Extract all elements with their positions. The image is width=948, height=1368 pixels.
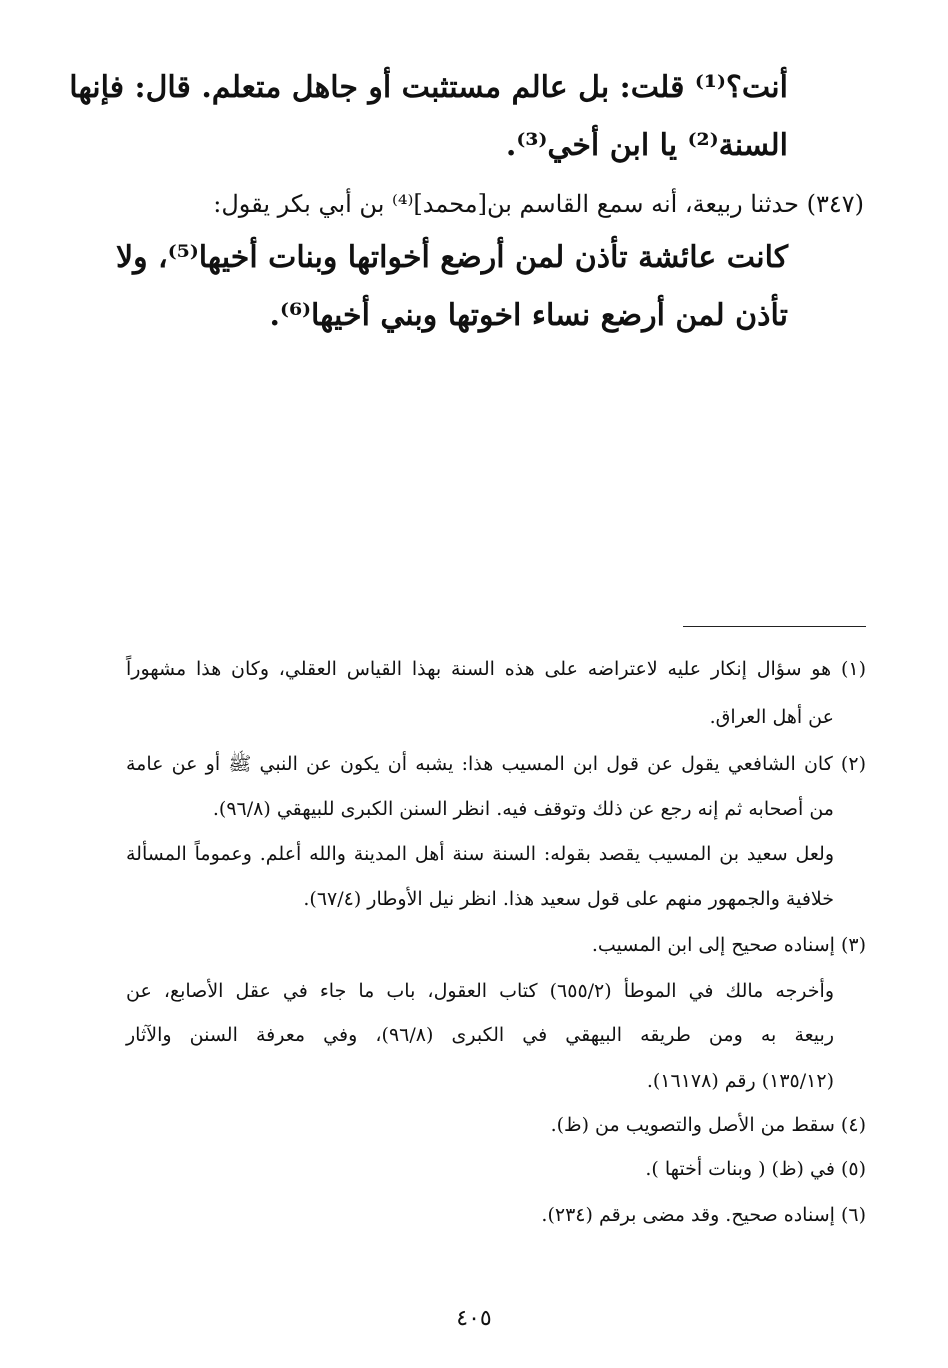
footnote-2-line-3: ولعل سعيد بن المسيب يقصد بقوله: السنة سنة أهل المدينة والله أعلم. وعموماً المسألة: [126, 843, 834, 865]
main-text-line-2: السنة⁽²⁾ يا ابن أخي⁽³⁾.: [505, 128, 788, 163]
footnote-3-line-2: وأخرجه مالك في الموطأ (٦٥٥/٢) كتاب العقول، باب ما جاء في عقل الأصابع، عن: [126, 980, 834, 1002]
footnote-5: (٥) في (ظ) ( وبنات أختها ).: [645, 1158, 866, 1180]
footnote-6: (٦) إسناده صحيح. وقد مضى برقم (٢٣٤).: [541, 1204, 866, 1226]
footnote-separator: [683, 626, 866, 627]
footnote-3-line-1: (٣) إسناده صحيح إلى ابن المسيب.: [591, 934, 866, 956]
matn-line-2: تأذن لمن أرضع نساء اخوتها وبني أخيها⁽⁶⁾.: [269, 298, 788, 333]
footnote-2-line-1: (٢) كان الشافعي يقول عن قول ابن المسيب هذا: يشبه أن يكون عن النبي ﷺ أو عن عامة: [126, 753, 866, 775]
footnote-4: (٤) سقط من الأصل والتصويب من (ظ).: [550, 1114, 866, 1136]
footnote-3-line-4: (١٣٥/١٢) رقم (١٦١٧٨).: [646, 1070, 834, 1092]
footnote-2-line-2: من أصحابه ثم إنه رجع عن ذلك وتوقف فيه. انظر السنن الكبرى للبيهقي (٩٦/٨).: [212, 798, 834, 820]
hadith-number: (٣٤٧): [806, 190, 864, 218]
hadith-isnad-line: [213, 190, 864, 218]
footnote-1-line-2: عن أهل العراق.: [709, 706, 834, 728]
page-number: ٤٠٥: [456, 1306, 492, 1331]
matn-line-1: كانت عائشة تأذن لمن أرضع أخواتها وبنات أخيها⁽⁵⁾، ولا: [116, 240, 788, 275]
footnote-3-line-3: ربيعة به ومن طريقه البيهقي في الكبرى (٩٦/٨)، وفي معرفة السنن والآثار: [126, 1024, 834, 1046]
main-text-line-1: أنت؟⁽¹⁾ قلت: بل عالم مستثبت أو جاهل متعلم. قال: فإنها: [69, 70, 788, 105]
footnote-2-line-4: خلافية والجمهور منهم على قول سعيد هذا. انظر نيل الأوطار (٦٧/٤).: [303, 888, 834, 910]
isnad-text: حدثنا ربيعة، أنه سمع القاسم بن[محمد]⁽⁴⁾ بن أبي بكر يقول:: [213, 190, 799, 218]
footnote-1-line-1: (١) هو سؤال إنكار عليه لاعتراضه على هذه السنة بهذا القياس العقلي، وكان هذا مشهوراً: [126, 658, 866, 680]
